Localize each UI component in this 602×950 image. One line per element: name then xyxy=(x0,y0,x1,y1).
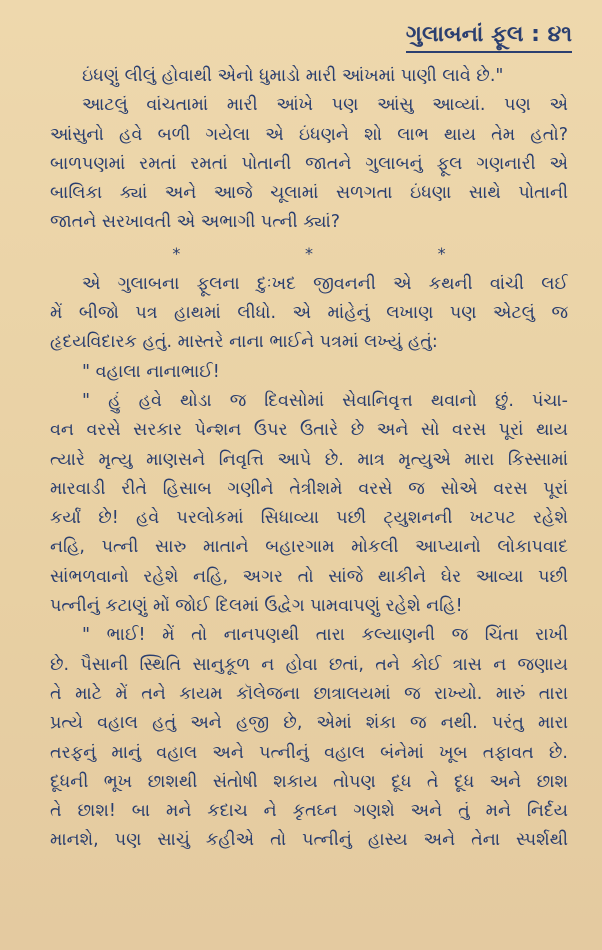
body-text xyxy=(50,62,568,856)
text-line: સાંભળવાનો રહેશે નહિ, અગર તો સાંજે થાકીને ઘેર આવ્યા પછી xyxy=(50,566,568,587)
text-line: આંસુનો હવે બળી ગયેલા એ ઇંધણને શો લાભ થાય તેમ હતો? xyxy=(50,124,568,145)
text-line: બાળપણમાં રમતાં રમતાં પોતાની જાતને ગુલાબનું ફૂલ ગણનારી એ xyxy=(50,153,568,174)
salutation: " વહાલા નાનાભાઈ! xyxy=(82,361,220,382)
text-line: કર્યાં છે! હવે પરલોકમાં સિધાવ્યા પછી ટ્યુશનની ખટપટ રહેશે xyxy=(50,508,568,529)
text-line: " ભાઈ! મેં તો નાનપણથી તારા કલ્યાણની જ ચિંતા રાખી xyxy=(82,625,568,646)
text-line: " હું હવે થોડા જ દિવસોમાં સેવાનિવૃત્ત થવાનો છું. પંચા- xyxy=(82,390,568,411)
text-line: માનશે, પણ સાચું કહીએ તો પત્નીનું હાસ્ય અને તેના સ્પર્શથી xyxy=(50,830,568,851)
text-line: હૃદયવિદારક હતું. માસ્તરે નાના ભાઈને પત્રમાં લખ્યું હતું: xyxy=(50,332,438,353)
text-line: દૂધની ભૂખ છાશથી સંતોષી શકાય તોપણ દૂધ તે દૂધ અને છાશ xyxy=(50,771,568,792)
text-line: ઇંધણું લીલું હોવાથી એનો ધુમાડો મારી આંખમાં પાણી લાવે છે." xyxy=(82,66,504,86)
text-line: જાતને સરખાવતી એ અભાગી પત્ની ક્યાં? xyxy=(50,212,341,233)
text-line: તરફનું માનું વહાલ અને પત્નીનું વહાલ બંનેમાં ખૂબ તફાવત છે. xyxy=(50,742,568,763)
text-line: મેં બીજો પત્ર હાથમાં લીધો. એ માંહેનું લખાણ પણ એટલું જ xyxy=(50,303,568,324)
separator-star: * xyxy=(304,243,313,263)
text-line: પ્રત્યે વહાલ હતું અને હજી છે, એમાં શંકા જ નથી. પરંતુ મારા xyxy=(50,713,568,734)
text-line: તે માટે મેં તને કાયમ કૉલેજના છાત્રાલયમાં જ રાખ્યો. મારું તારા xyxy=(50,683,568,704)
text-line: નહિ, પત્ની સારુ માતાને બહારગામ મોકલી આપ્યાનો લોકાપવાદ xyxy=(50,537,568,558)
text-line: વન વરસે સરકાર પેન્શન ઉપર ઉતારે છે અને સો વરસ પૂરાં થાય xyxy=(50,420,568,441)
text-line: બાલિકા ક્યાં અને આજે ચૂલામાં સળગતા ઇંધણા સાથે પોતાની xyxy=(50,183,568,204)
separator-star: * xyxy=(172,243,181,263)
text-line: આટલું વાંચતામાં મારી આંખે પણ આંસુ આવ્યાં. પણ એ xyxy=(82,95,568,116)
text-line: ત્યારે મૃત્યુ માણસને નિવૃત્તિ આપે છે. માત્ર મૃત્યુએ મારા કિસ્સામાં xyxy=(50,449,568,470)
text-line: એ ગુલાબના ફૂલના દુઃખદ જીવનની એ કથની વાંચી લઈ xyxy=(82,273,568,294)
running-header: ગુલાબનાં ફૂલ : ૪૧ xyxy=(406,22,572,53)
text-line: મારવાડી રીતે હિસાબ ગણીને તેત્રીશમે વરસે જ સોએ વરસ પૂરાં xyxy=(50,478,568,499)
text-line: પત્નીનું કટાણું મોં જોઈ દિલમાં ઉદ્વેગ પામવાપણું રહેશે નહિ! xyxy=(50,596,463,617)
separator-star: * xyxy=(437,243,446,263)
text-line: છે. પૈસાની સ્થિતિ સાનુકૂળ ન હોવા છતાં, તને કોઈ ત્રાસ ન જણાય xyxy=(50,654,568,675)
section-separator xyxy=(50,238,568,270)
text-line: તે છાશ! બા મને કદાચ ને કૃતઘ્ન ગણશે અને તું મને નિર્દય xyxy=(50,801,568,822)
